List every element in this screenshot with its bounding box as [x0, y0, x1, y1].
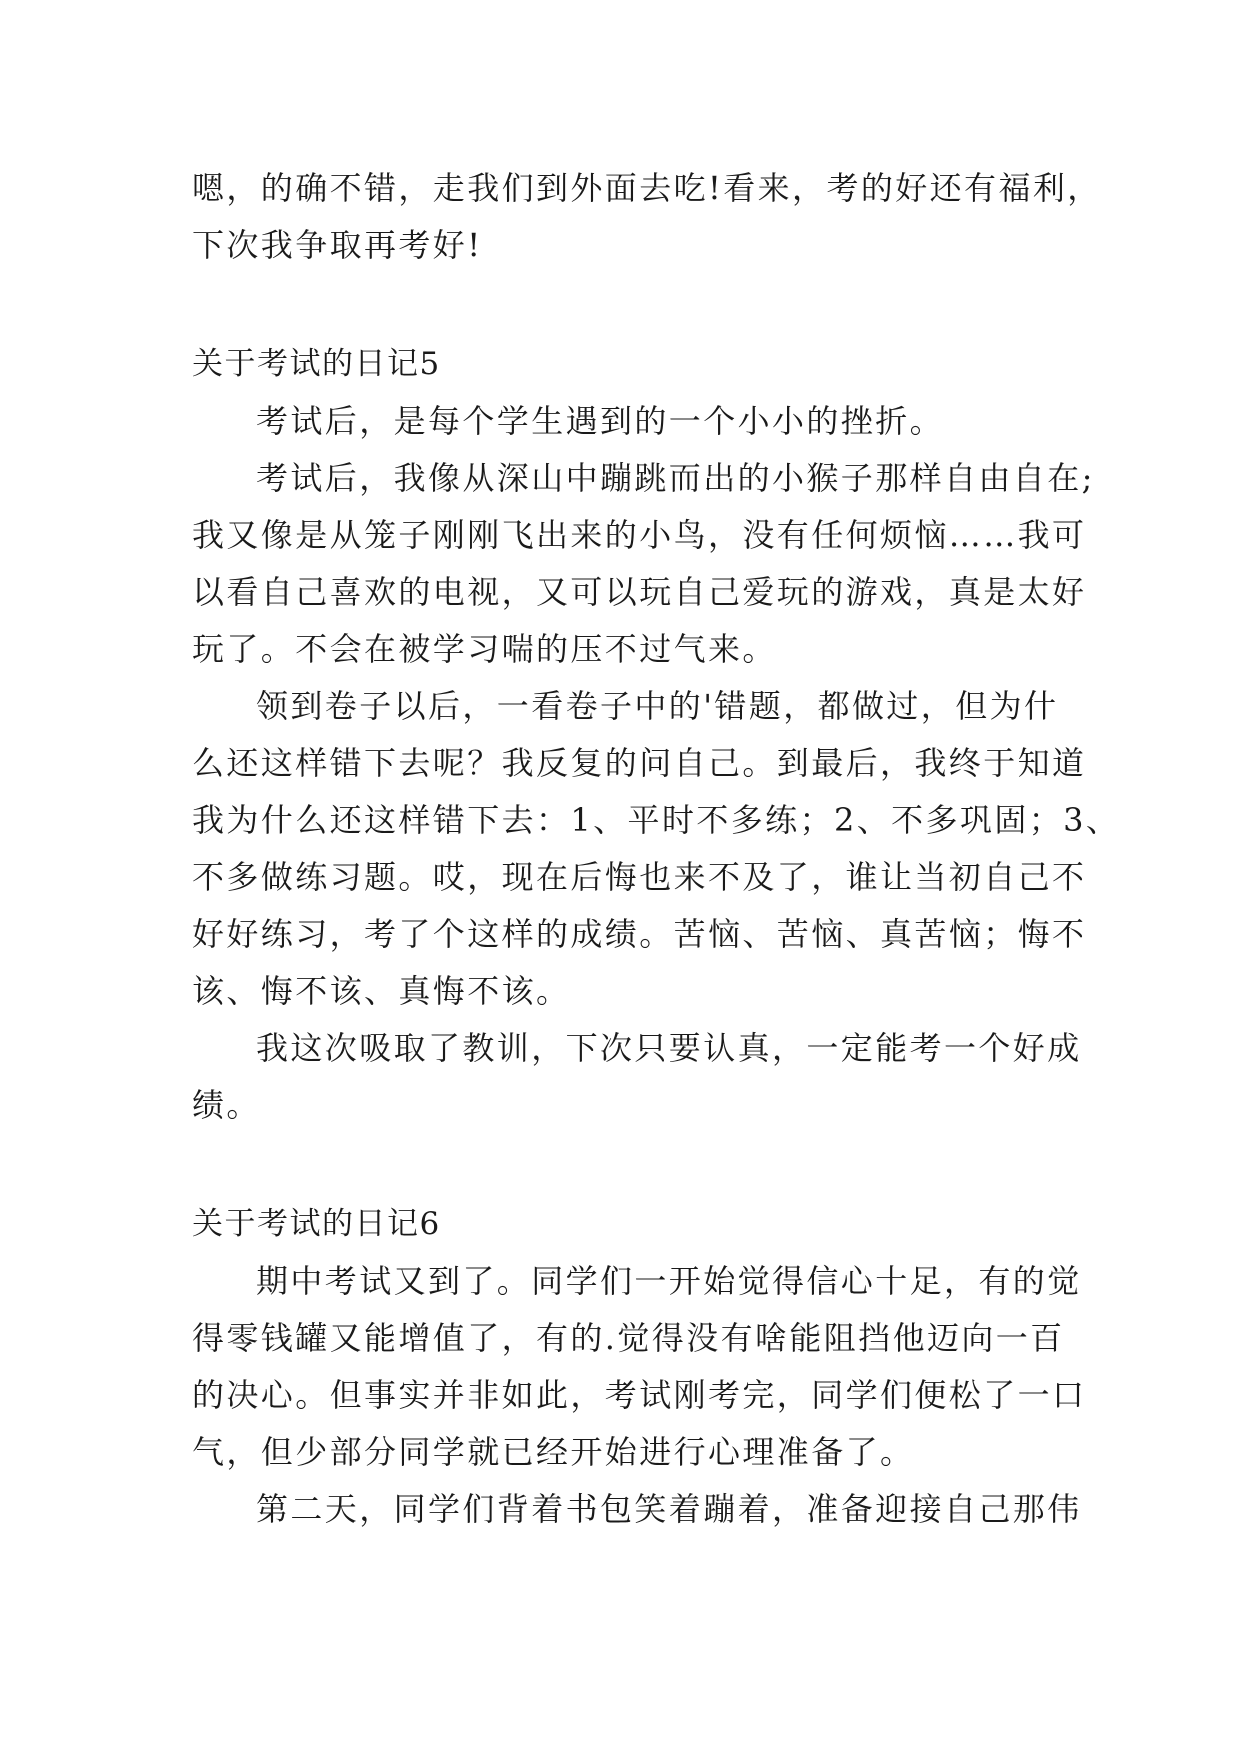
paragraph — [192, 678, 1121, 1020]
text-line: 以看自己喜欢的电视，又可以玩自己爱玩的游戏，真是太好 — [192, 573, 1087, 611]
section-heading-5: 关于考试的日记5 — [192, 346, 441, 382]
text-line: 考试后，是每个学生遇到的一个小小的挫折。 — [256, 402, 945, 440]
text-line: 嗯，的确不错，走我们到外面去吃!看来，考的好还有福利， — [192, 169, 1102, 207]
continued-paragraph — [192, 160, 1102, 274]
document-page — [192, 160, 1121, 1538]
text-line: 气，但少部分同学就已经开始进行心理准备了。 — [192, 1433, 915, 1471]
paragraph — [192, 393, 1058, 450]
text-line: 好好练习，考了个这样的成绩。苦恼、苦恼、真苦恼；悔不 — [192, 915, 1087, 953]
paragraph — [192, 1020, 1082, 1134]
text-line: 期中考试又到了。同学们一开始觉得信心十足，有的觉 — [256, 1262, 1082, 1300]
text-line: 该、悔不该、真悔不该。 — [192, 972, 571, 1010]
text-line: 不多做练习题。哎，现在后悔也来不及了，谁让当初自己不 — [192, 858, 1087, 896]
text-line: 的决心。但事实并非如此，考试刚考完，同学们便松了一口 — [192, 1376, 1087, 1414]
paragraph — [192, 450, 1095, 678]
text-line: 下次我争取再考好! — [192, 226, 483, 264]
section-heading-6: 关于考试的日记6 — [192, 1206, 441, 1242]
text-line: 玩了。不会在被学习喘的压不过气来。 — [192, 630, 777, 668]
text-line: 我又像是从笼子刚刚飞出来的小鸟，没有任何烦恼……我可 — [192, 516, 1087, 554]
paragraph — [192, 1253, 1087, 1481]
paragraph — [192, 1481, 1082, 1538]
text-line: 么还这样错下去呢？我反复的问自己。到最后，我终于知道 — [192, 744, 1087, 782]
text-line: 绩。 — [192, 1086, 261, 1124]
text-line: 得零钱罐又能增值了，有的.觉得没有啥能阻挡他迈向一百 — [192, 1319, 1065, 1357]
text-line: 考试后，我像从深山中蹦跳而出的小猴子那样自由自在; — [256, 459, 1095, 497]
text-line: 我这次吸取了教训，下次只要认真，一定能考一个好成 — [256, 1029, 1082, 1067]
text-line: 领到卷子以后，一看卷子中的'错题，都做过，但为什 — [256, 687, 1059, 725]
text-line: 我为什么还这样错下去：1、平时不多练；2、不多巩固；3、 — [192, 801, 1121, 839]
text-line: 第二天，同学们背着书包笑着蹦着，准备迎接自己那伟 — [256, 1490, 1082, 1528]
